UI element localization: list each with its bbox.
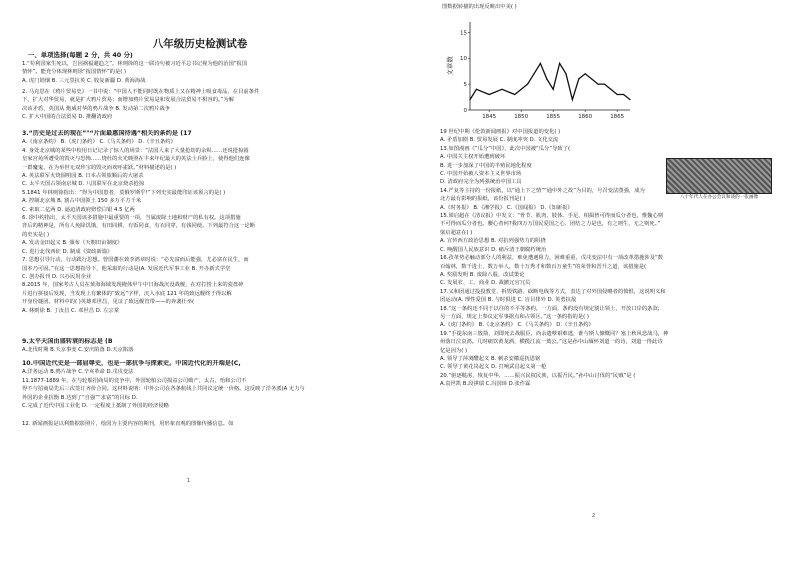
q-line: C. 领导了黄花岗起义 D. 打响武昌起义第一枪 [440, 364, 547, 371]
y-tick-label: 10 [460, 56, 467, 63]
q2-line: 下，扩大对华贸易，就是扩大鸦片贸易；而增加鸦片贸易是和发展合法贸易不相容的。”为解 [22, 97, 234, 104]
q-line: 背后的精神是，所有人免除饥饿，有田同耕，有饭同食，有衣同穿，有钱同使。下列最符合这一论断 [22, 223, 256, 230]
q1-line: 情怀”。能充分体现林则徐“报国情怀”的是( ) [22, 69, 127, 76]
q-line: A. 领导了萍浏醴起义 B. 刺杀安徽巡抚恩铭 [440, 355, 541, 362]
q-line: 15.梁启超在《清议报》中发文：“骨节、肌肉、肢体、手足、相揖皆可得而瓜分者也，惟魏心则 [440, 213, 664, 220]
q-line: 19.“手提东南三簇箭，刘即死去战服臣，尚余遗孽艰难逃，谁与斯人慷慨同？塞上秋风悲战马，神 [440, 330, 669, 337]
data-point [546, 78, 547, 79]
q-line: 不可得而瓜分者也。腰心者何?我四万万国民爱国之心、团结之力是也，有之则生，无之则死。” [440, 221, 661, 228]
q-line: C. 唤醒国人民族意识 D. 痛斥清王朝腐朽统治 [440, 246, 547, 253]
q-line: 国本乃可固。”在这一思想指导下，他采取的行动是(A. 发展近代军事工业 B. 开办新式学堂 [22, 265, 231, 272]
q-line: 8.2015 年，国家考古人员在黄海海域发现掩体甲午中日海战沉没战舰，在对打捞上来的瓷盘碎 [22, 282, 244, 289]
page-number: 1 [187, 478, 191, 484]
q-line: 一群魔鬼，在为举世无双珍宝的毁灭而欢呼雀跃。”材料描述的是( ) [22, 164, 177, 171]
section-heading: 一、单项选择(每题 2 分，共 40 分) [28, 51, 133, 59]
q1-line: A. 虎门销烟 B. 三元里抗英 C. 收复新疆 D. 黄海海战 [22, 77, 146, 84]
q-line: C. 索取二亿两 D. 逼迫清政府赔偿白银 4.5 亿两 [22, 206, 135, 213]
y-tick-label: 15 [460, 30, 467, 37]
q-line: 开身份谜团。材料中的( )英雄邓世昌，见证了致远舰管带——的奔袭壮举( [22, 299, 195, 306]
q-line: A. 英法联军火烧圆明园 B. 日本占领旅顺后的大屠杀 [22, 173, 144, 180]
data-point [565, 73, 566, 74]
q-line: 梁启超意在( ) [440, 229, 473, 236]
q2-line: C. 扩大中国的合法贸易 D. 推翻清政府 [22, 114, 113, 121]
q-line: C.完成了近代中国工业化 D. 一定程度上抵制了外国的经济侵略 [22, 403, 169, 410]
data-point [572, 99, 573, 100]
x-tick-label: 1860 [578, 114, 593, 120]
q-line: 忆是因为( ) [440, 347, 468, 354]
q-line: 的史实是( ) [22, 231, 50, 238]
cartoon-caption: 八十年代人在办公会议和谈的一张画像 [679, 195, 759, 200]
q-line: 17.义和团通过投投教堂、拆毁铁路、砍断电线等方式，表达了对外国侵略者的愤恨，这说明义和 [440, 288, 666, 295]
q-line: 片进行拼接后发现，当发现上有繁体的“致远”字样，沉入水底 121 年的致远舰终于得以解 [22, 290, 232, 297]
data-point [578, 78, 579, 79]
q-line: 另一方面，规定上参议定军事据点和占领区。”这一条约指的是( ) [440, 313, 589, 320]
data-point [597, 84, 598, 85]
q-line: 18.“这一条约还不同于以往的不平等条约，一方面，条约没有规定割让领土，开放口岸的条款; [440, 305, 660, 312]
q2-line: 决该矛盾，英国从 炮威对华的鸦片战争 B. 发动第二次鸦片战争 [22, 105, 171, 112]
q-line: A.《时务报》 B.《湘学报》 C.《国闻报》 D.《知新报》 [440, 204, 573, 211]
q-line: A.《虎门条约》 B.《北京条约》 C.《马关条约》 D.《辛丑条约》 [440, 322, 594, 329]
data-point [585, 73, 586, 74]
q-line: 13.如图漫画《“瓜分”中国》，此次中国被“瓜分”导致了( [440, 145, 571, 152]
q-line: A. 奖励发明 B. 废除八股，改试策论 [440, 271, 525, 278]
page-title: 八年级历史检测试卷 [152, 38, 248, 50]
q-line: 11.1877-1889 年，在与轮船招商局的竞争中，外国轮船公司损益公司破产，太古、怡和公司不 [22, 377, 247, 384]
q-line: 皇家宫苑所遭受的毁灭与恐怖……烧杜的火光映照在丰来年纪最大的英法士兵脸上，使得他们连像 [22, 156, 250, 163]
data-point [629, 99, 630, 100]
q-line: A.《南京条约》 B.《虎门条约》 C.《马关条约》 D.《辛丑条约》 [22, 139, 176, 146]
q-line: A.袁世凯 B.段祺瑞 C.冯国璋 D.张作霖 [440, 381, 531, 388]
q-line: D. 清政府完全为列强统治中国工具 [440, 179, 522, 186]
q9-line: A.北伐时期 B.天京事变 C.安庆陷落 D.天京陷落 [22, 347, 134, 354]
data-point [604, 84, 605, 85]
y-axis-label: 文章数 [446, 56, 454, 76]
q-line: 外国的企业抗衡 B.达到了“自强”“求富”的目标 D. [22, 394, 138, 401]
q10-line: 10.中国近代史是一部屈辱史，也是一部抗争与探索史。中国近代化的开端是(C, [22, 360, 241, 367]
q-line: A. 宣传西方政治思想 B. 对抗列强势力的阻挠 [440, 238, 546, 245]
y-tick-label: 5 [463, 82, 467, 89]
q-line: C. 创办报刊 D. 兴办民用企业 [22, 273, 92, 280]
data-point [623, 94, 624, 95]
data-point [469, 99, 470, 100]
data-point [514, 94, 515, 95]
q-line: A.洋务运动 B.鸦片战争 C.辛亥革命 D.戊戌变法 [22, 369, 134, 376]
data-point [476, 89, 477, 90]
q-line: C. 发展农、工、商业 D. 裁撤冗官冗员 [440, 280, 531, 287]
data-point [559, 63, 560, 64]
question-2 [22, 88, 374, 122]
data-point [501, 89, 502, 90]
page-number: 2 [592, 513, 596, 519]
x-tick-label: 1865 [610, 114, 625, 120]
q-line: 5.1841 年林则徐指出：“得为中国患者，莫俄罗斯乎!”下列史实最能印证该预言的是( ) [22, 189, 226, 196]
left-page [22, 0, 378, 561]
question-9 [22, 338, 374, 355]
question-1 [22, 60, 374, 85]
data-point [591, 78, 592, 79]
data-point [540, 63, 541, 64]
q3-line: 3.“历史是过去的现在”"“片面最惠国待遇”相关的条约是 (17 [22, 130, 192, 137]
q-line: 百翰林，数千进士，数万举人，数十万秀才和数百万童生”的荣誉和晋升之道，该措施是( [440, 263, 647, 270]
q-line: A. 发动金田起义 B. 颁布《天朝田亩制度》 [22, 240, 123, 247]
data-point [527, 84, 528, 85]
q-line: 19 世纪中期《伦敦新闻画报》对中国报道的变化( ) [440, 129, 561, 135]
q-line: C. 太平天国占领南京城 D. 八国联军在北京烧杀抢掠 [22, 181, 145, 188]
q-line: A. 中国关主权开始遭到破坏 [440, 154, 506, 161]
q-line: 北方最有影响的报纸，该份报刊是( ) [440, 196, 526, 203]
q9-line: 9.太平天国由盛转衰的标志是 (B [22, 338, 113, 345]
q-line: 14.严复等主持的一份报纸，以“通上下之情”“通中外之故”为目的，号召变法图强，成为 [440, 187, 645, 194]
x-tick-label: 1850 [514, 114, 529, 120]
q-line: 4. 身处北京城的某些中校用日记记录了惊人的场景：“法国人来了大量抢劫的余烬……还说抢掠圆 [22, 147, 249, 154]
q-line: 州落日泣哀鸿。几时痛饮黄龙酒，横揽江流一奠公。”这是孙中山缅怀刘道一的诗，刘道一得此诗 [440, 339, 663, 346]
y-tick-label: 0 [463, 108, 467, 114]
q-line: 20.“驱逐鞑虏，恢复中华，……振兴民权民族，以振吾民。”孙中山讨伐的“民贼”是 ( [440, 372, 636, 379]
data-point [553, 89, 554, 90]
q-line: C. 进行北伐西征 D. 制成《资政新篇》 [22, 248, 113, 255]
q-line: C. 中国开始被人资本主义世界市场 [440, 171, 522, 178]
series-line [470, 63, 630, 99]
line-chart [440, 14, 640, 128]
q1-line: 1.“苟利国家生死以，岂因祸福避趋之”。林则徐的这一联诗句被习近平总书记视为他的治国“报国 [22, 61, 248, 67]
q-line: 7. 思想引导行动，行动践行思想。曾国藩在致李鸿章时说：“必先富而后能强，尤必富在民生，而 [22, 257, 249, 264]
q-line: A. 控制北京城 B. 割占中国领土 150 多万平方千米 [22, 198, 142, 205]
q-line: B. 进一步加深了中国的半殖民地化程度 [440, 162, 532, 169]
chart-caption: 图数据转描的出现反映出中美( ) [442, 4, 517, 10]
data-point [610, 89, 611, 90]
q-line: 12. 新闻画报是以利数据影照片，绘国为主要内容的期刊，用形象直观的图像传播信息。如 [22, 421, 234, 428]
q-line: 6. 徐中约指出，太平天国该多措施中最重要的一项，当属废除土地和财产的私有权。这项措施 [22, 215, 241, 222]
x-tick-label: 1845 [482, 114, 497, 120]
q-line: 16.孜革势必触动部分人的利益，难免遭遇阻力，困难重重，戊戌变法中有一项改革措施涉及“数 [440, 255, 664, 262]
data-point [617, 94, 618, 95]
right-page [440, 0, 776, 561]
q-line: A. 林则徐 B. 丁汝昌 C. 邓世昌 D. 左宗棠 [22, 307, 120, 314]
x-tick-label: 1855 [546, 114, 561, 120]
data-point [489, 94, 490, 95]
questions-10-12 [22, 360, 374, 429]
questions-3-8 [22, 130, 374, 315]
q-line: 团运动(A. 理性爱国 B. 与时俱进 C. 盲目排外 D. 英勇抗敌 [440, 297, 577, 304]
q-line: 得不与招商局先后三次签订齐价合同。这材料说明：中外公司在各条航线上共同议定统一价格。这反映了洋务派(A 无力与 [22, 386, 305, 393]
q2-line: 2. 马克思在《鸦片贸易史》一书中说：“中国人不能同时既在物质上又在精神上吸食毒品，在目前条件 [22, 89, 260, 95]
data-point [533, 73, 534, 74]
q-line: A. 矛盾加剧 B. 贸易发展 C. 制度冲突 D. 文化交流 [440, 137, 559, 144]
questions-13-20 [440, 128, 776, 389]
